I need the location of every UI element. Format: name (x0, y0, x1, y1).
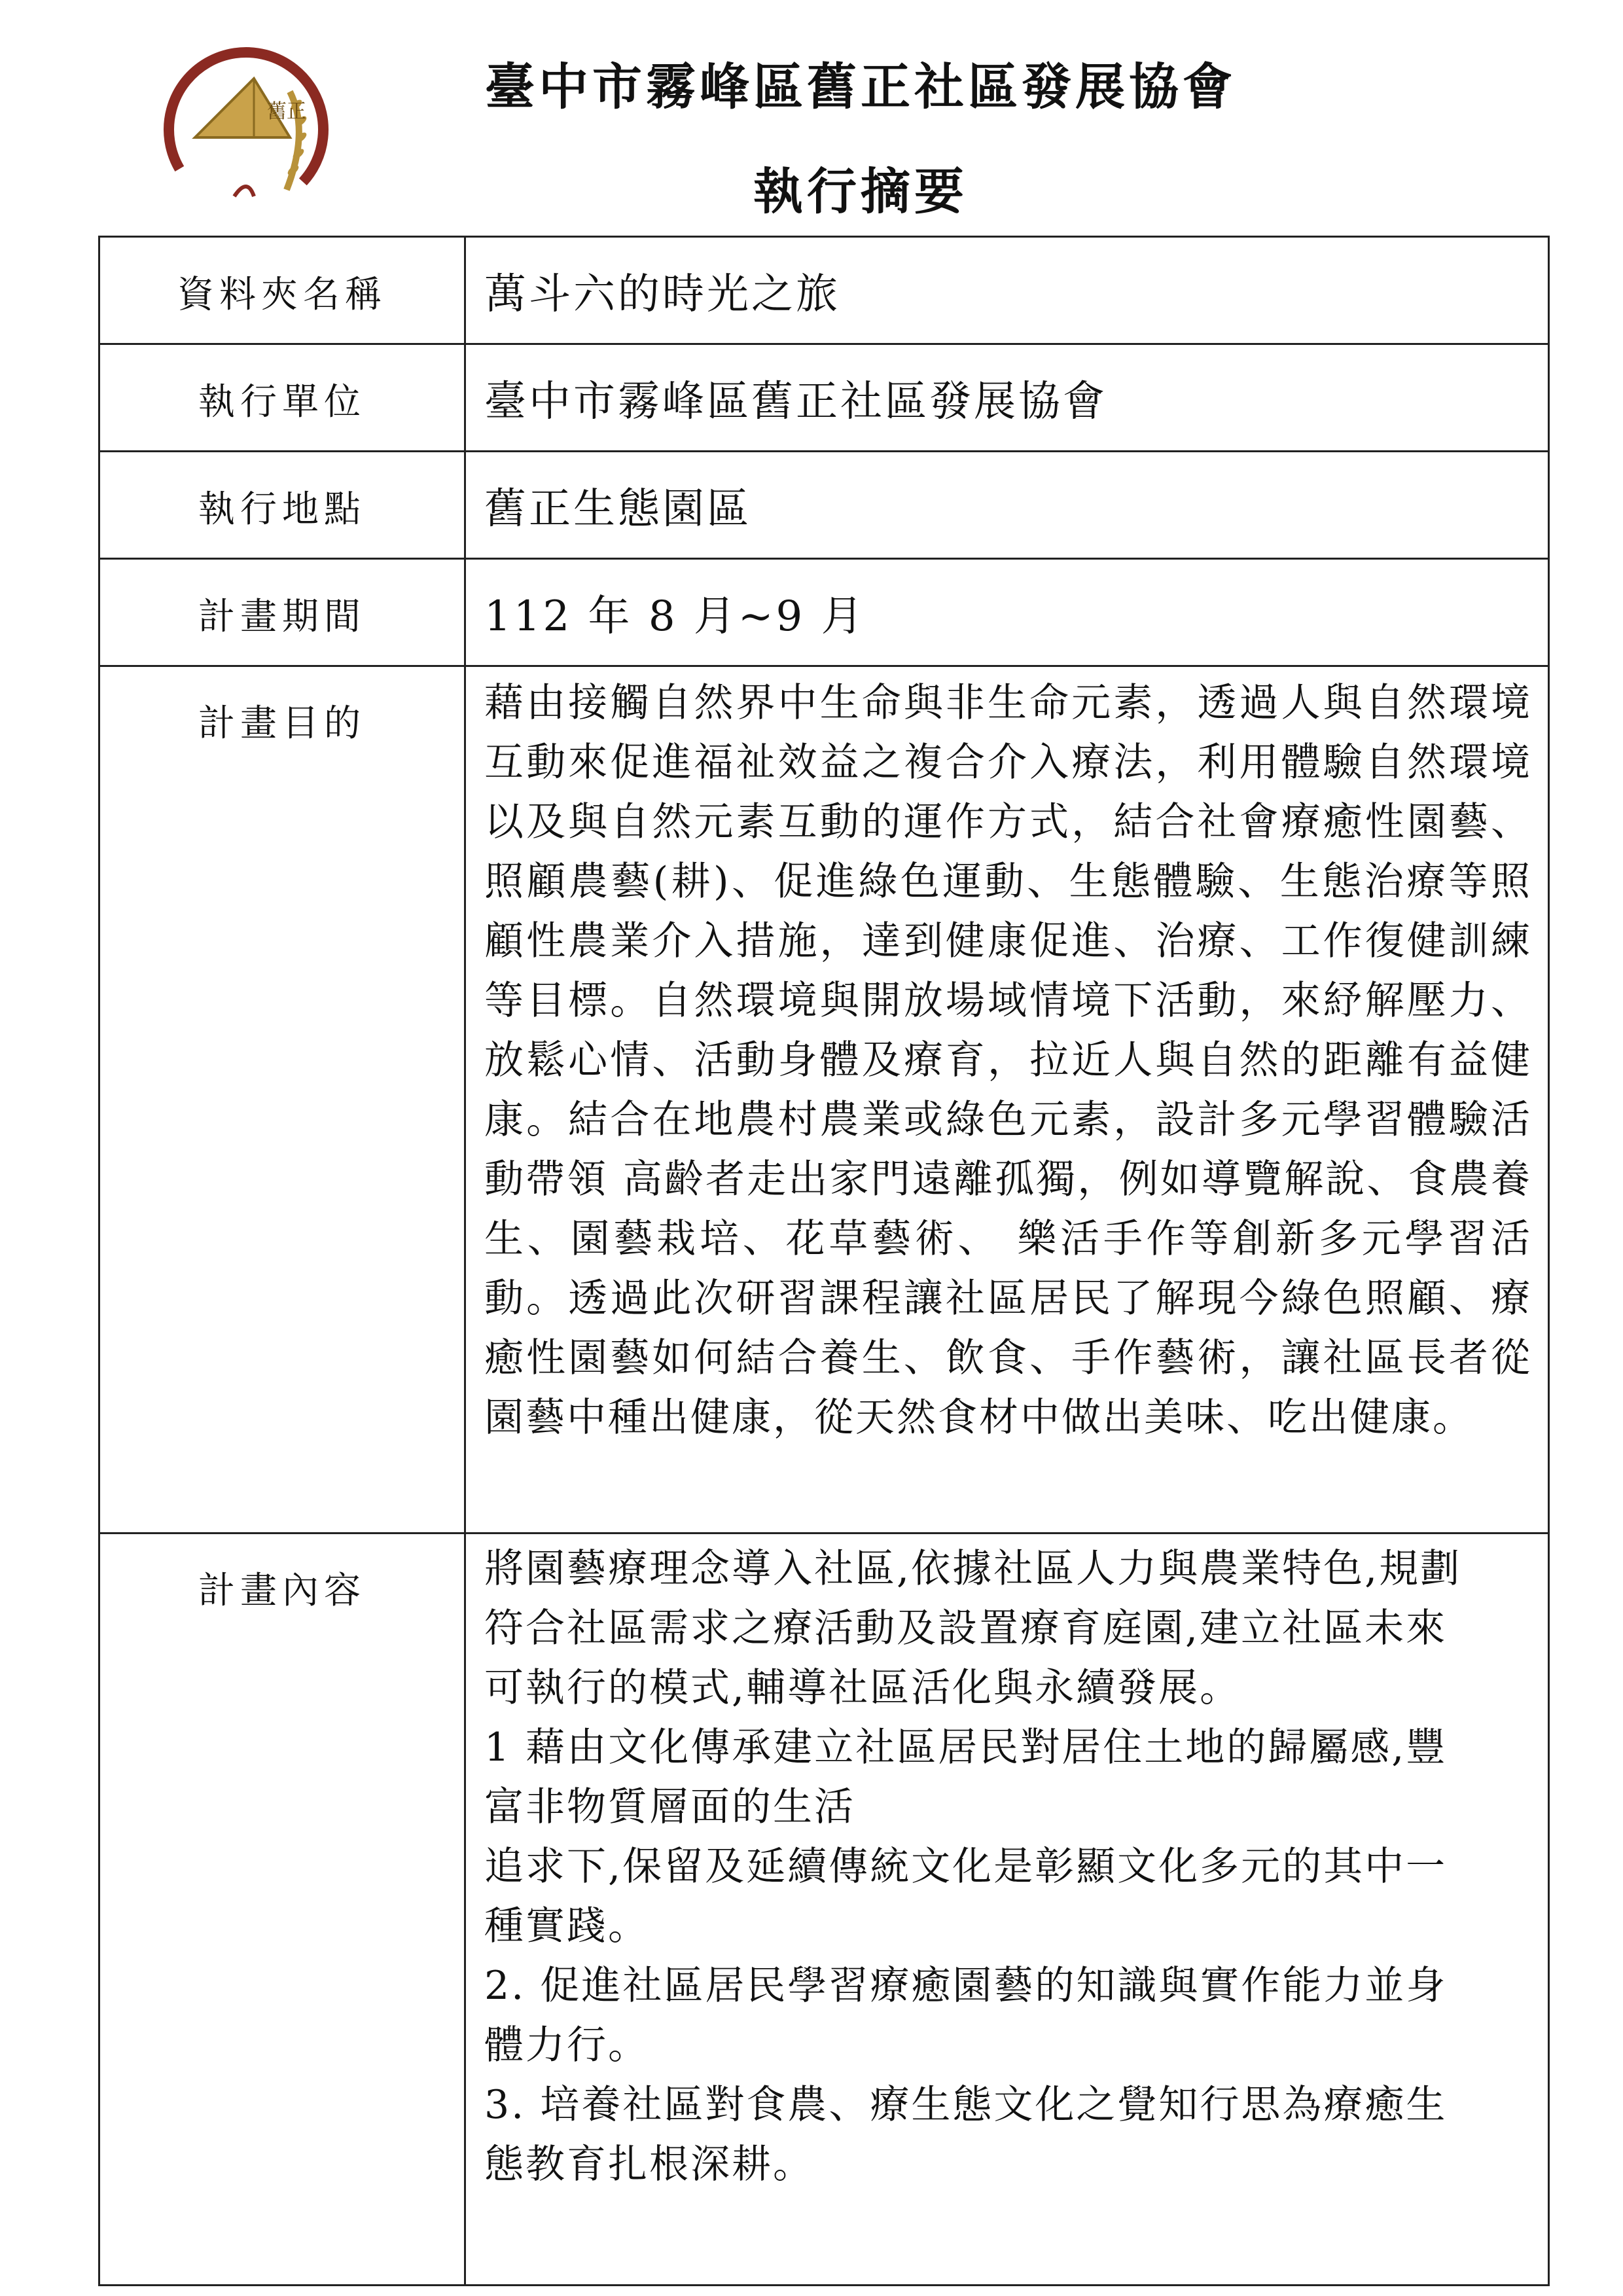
period-value: 112 年 8 月~9 月 (465, 559, 1549, 666)
content-line: 2. 促進社區居民學習療癒園藝的知識與實作能力並身 (484, 1963, 1448, 2009)
content-line: 富非物質層面的生活 (484, 1784, 855, 1830)
content-line: 可執行的模式,輔導社區活化與永續發展。 (484, 1665, 1241, 1711)
content-line: 將園藝療理念導入社區,依據社區人力與農業特色,規劃 (484, 1546, 1462, 1592)
svg-text:舊正: 舊正 (267, 100, 306, 123)
executing-unit-value: 臺中市霧峰區舊正社區發展協會 (465, 344, 1549, 452)
organization-title: 臺中市霧峰區舊正社區發展協會 (485, 58, 1236, 116)
purpose-text: 藉由接觸自然界中生命與非生命元素，透過人與自然環境互動來促進福祉效益之複合介入療法，利用體驗自然環境以及與自然元素互動的運作方式，結合社會療癒性園藝、照顧農藝(耕)、促進綠色運動、生態體驗、生態治療等照顧性農業介入措施，達到健康促進、治療、工作復健訓練等目標。自然環境與開放場域情境下活動，來紓解壓力、放鬆心情、活動身體及療育，拉近人與自然的距離有益健康。結合在地農村農業或綠色元素，設計多元學習體驗活動帶領 高齡者走出家門遠離孤獨，例如導覽解說、食農養生、園藝栽培、花草藝術、 樂活手作等創新多元學習活動。透過此次研習課程讓社區居民了解現今綠色照顧、療癒性園藝如何結合養生、飲食、手作藝術，讓社區長者從園藝中種出健康，從天然食材中做出美味、吃出健康。 (484, 680, 1532, 1441)
content-line: 追求下,保留及延續傳統文化是彰顯文化多元的其中一 (484, 1844, 1448, 1890)
purpose-label: 計畫目的 (99, 666, 465, 1534)
table-row (99, 237, 1549, 344)
table-row (99, 452, 1549, 559)
document-title: 執行摘要 (753, 162, 968, 221)
content-line: 1 藉由文化傳承建立社區居民對居住土地的歸屬感,豐 (484, 1725, 1448, 1770)
content-line: 體力行。 (484, 2022, 649, 2068)
location-label: 執行地點 (99, 452, 465, 559)
location-value: 舊正生態園區 (465, 452, 1549, 559)
content-line: 態教育扎根深耕。 (484, 2142, 814, 2187)
summary-table (98, 236, 1550, 2286)
folder-name-label: 資料夾名稱 (99, 237, 465, 344)
content-line: 符合社區需求之療活動及設置療育庭園,建立社區未來 (484, 1605, 1448, 1651)
folder-name-value: 萬斗六的時光之旅 (465, 237, 1549, 344)
executing-unit-label: 執行單位 (99, 344, 465, 452)
content-line: 種實踐。 (484, 1903, 649, 1949)
content-label: 計畫內容 (99, 1534, 465, 2286)
table-row (99, 666, 1549, 1534)
content-line: 3. 培養社區對食農、療生態文化之覺知行思為療癒生 (484, 2082, 1448, 2128)
table-row (99, 344, 1549, 452)
period-label: 計畫期間 (99, 559, 465, 666)
content-cell (465, 1534, 1549, 2286)
table-row (99, 559, 1549, 666)
purpose-cell (465, 666, 1549, 1534)
table-row (99, 1534, 1549, 2286)
